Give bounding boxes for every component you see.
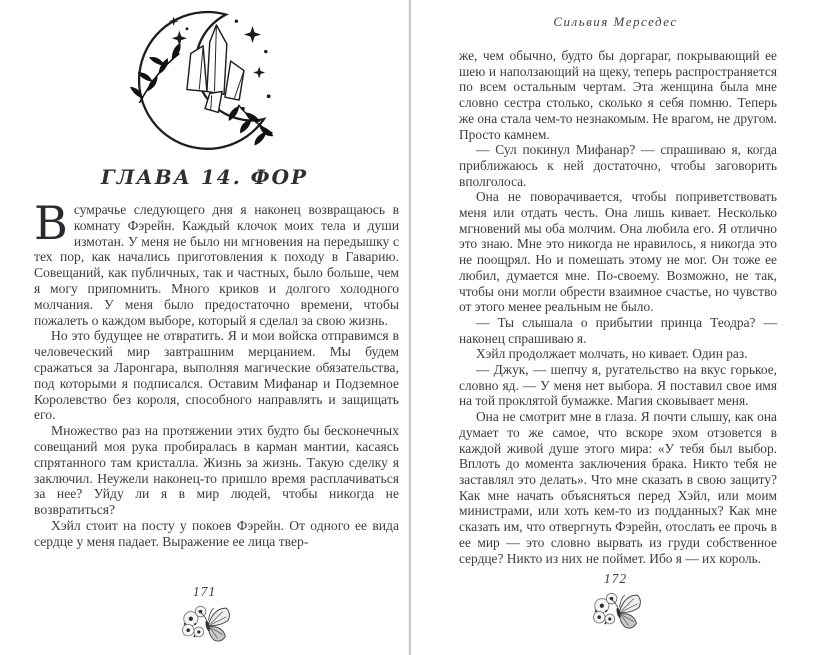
chapter-illustration bbox=[0, 6, 409, 163]
paragraph: Но это будущее не отвратить. Я и мои войска отправимся в человеческий мир завтрашним мерцанием. Мы будем сражаться за Ларонгара, выполняя магические обязательства, под которыми я подписался. Оставим Мифанар и Подземное Королевство без короля, способного направлять и защищать его. bbox=[34, 328, 399, 423]
page-number: 172 bbox=[603, 571, 628, 586]
butterfly-ornament-icon bbox=[0, 601, 409, 647]
paragraph: — Ты слышала о прибытии принца Теодра? — наконец спрашиваю я. bbox=[459, 314, 777, 346]
paragraph: — Джук, — шепчу я, ругательство на вкус горькое, словно яд. — У меня нет выбора. Я поставил свое имя на той проклятой бумажке. Магия сковывает меня. bbox=[459, 362, 777, 409]
left-page-footer bbox=[0, 584, 409, 647]
paragraph: Она не смотрит мне в глаза. Я почти слышу, как она думает то же самое, что вскоре эхом отзовется в каждой живой душе этого мира: «У тебя был выбор. Вплоть до момента заключения брака. Никто тебя не заставлял это делать». Что мне сказать в свою защиту? Как мне начать объясняться перед Хэйл, или моим министрами, или хоть кем-то из подданных? Как мне сказать им, что отвергнуть Фэрейн, отослать ее прочь в ее мир — это словно вырвать из груди собственное сердце? Никто из них не поймет. Ибо я — их король. bbox=[459, 409, 777, 566]
paragraph: Она не поворачивается, чтобы поприветствовать меня или отдать честь. Она лишь кивает. Несколько мгновений мы оба молчим. Она любила его. Я отлично это знаю. Мне это никогда не нравилось, я никогда это не поощрял. Но и помешать этому не мог. Он тоже ее любил, думается мне. По-своему. Возможно, не так, чтобы они могли обрести взаимное счастье, но чувство от этого менее реальным не было. bbox=[459, 189, 777, 315]
butterfly-ornament-icon bbox=[411, 588, 820, 634]
paragraph: Множество раз на протяжении этих будто бы бесконечных совещаний моя рука пробиралась в карман мантии, касаясь спрятанного там кристалла. Жизнь за жизнь. Такую сделку я заключил. Неужели наконец-то пришло время расплачиваться за нее? Уйду ли я в мир людей, чтобы никогда не возвратиться? bbox=[34, 423, 399, 518]
paragraph: — Сул покинул Мифанар? — спрашиваю я, когда приближаюсь к ней достаточно, чтобы заговорить вполголоса. bbox=[459, 142, 777, 189]
left-page-body bbox=[0, 189, 409, 550]
drop-cap: В bbox=[34, 196, 68, 250]
moon-crystals-icon bbox=[124, 6, 286, 158]
right-page-body bbox=[411, 30, 820, 566]
paragraph: же, чем обычно, будто бы доргараг, покрывающий ее шею и наползающий на щеку, теперь распространяется по всем остальным чертам. Эта женщина была мне словно сестра столько, сколько я себя помню. Теперь же она стала чем-то незнакомым. Не врагом, не другом. Просто камнем. bbox=[459, 48, 778, 142]
paragraph: Хэйл продолжает молчать, но кивает. Один раз. bbox=[476, 346, 748, 362]
running-header-author: Сильвия Мерседес bbox=[553, 14, 678, 29]
page-left bbox=[0, 0, 409, 655]
paragraph: Хэйл стоит на посту у покоев Фэрейн. От одного ее вида сердце у меня падает. Выражение ее лица твер- bbox=[34, 517, 399, 549]
chapter-title: ГЛАВА 14. ФОР bbox=[100, 165, 309, 189]
page-right bbox=[411, 0, 820, 655]
paragraph-text: сумрачье следующего дня я наконец возвращаюсь в комнату Фэрейн. Каждый клочок моих тела и души измотан. У меня не было ни мгновения на передышку с тех пор, как начались приготовления к походу в Гаварию. Совещаний, как публичных, так и частных, было больше, чем я могу припомнить. Много криков и долгого холодного молчания. У меня было предостаточно времени, чтобы пожалеть о каждом выборе, который я сделал за свою жизнь. bbox=[34, 202, 399, 328]
page-number: 171 bbox=[192, 584, 217, 599]
right-page-footer bbox=[411, 571, 820, 634]
paragraph bbox=[34, 196, 399, 328]
